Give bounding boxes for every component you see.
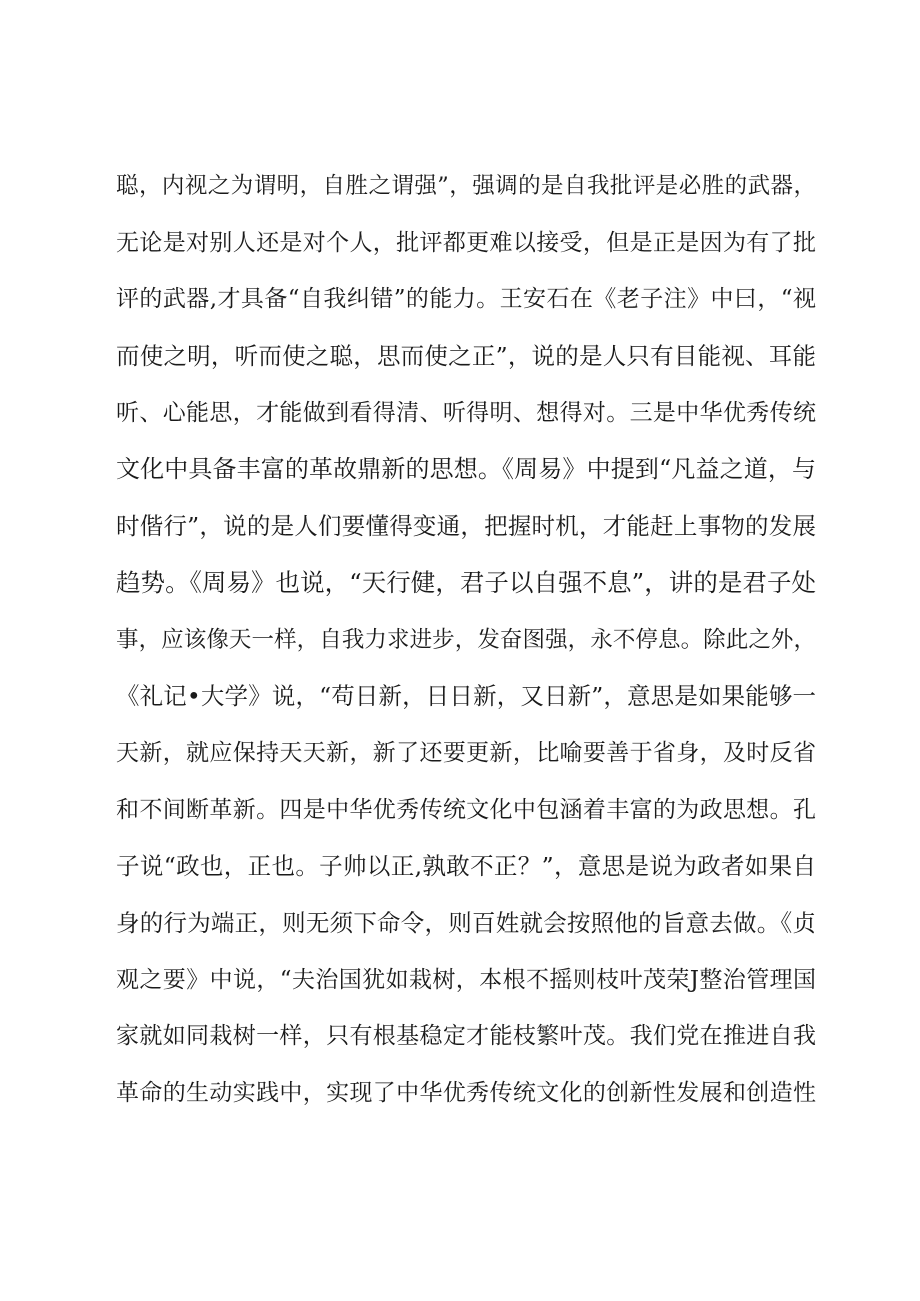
text-line: 时偕行”，说的是人们要懂得变通，把握时机，才能赶上事物的发展 [116, 512, 816, 541]
text-line: 评的武器,才具备“自我纠错”的能力。王安石在《老子注》中曰，“视 [116, 286, 816, 313]
text-line: 事，应该像天一样，自我力求进步，发奋图强，永不停息。除此之外， [116, 626, 816, 653]
text-line: 而使之明，听而使之聪，思而使之正”，说的是人只有目能视、耳能 [116, 342, 816, 371]
text-line: 文化中具备丰富的革故鼎新的思想。《周易》中提到“凡益之道，与 [116, 455, 816, 484]
text-line: 听、心能思，才能做到看得清、听得明、想得对。三是中华优秀传统 [116, 399, 816, 426]
text-line: 观之要》中说，“夫治国犹如栽树，本根不摇则枝叶茂荣J整治管理国 [116, 966, 816, 993]
text-line: 《礼记•大学》说，“苟日新，日日新，又日新”，意思是如果能够一 [116, 682, 816, 711]
text-line: 子说“政也，正也。子帅以正,孰敢不正？”，意思是说为政者如果自 [116, 852, 816, 881]
text-line: 革命的生动实践中，实现了中华优秀传统文化的创新性发展和创造性 [116, 1080, 816, 1106]
text-line: 天新，就应保持天天新，新了还要更新，比喻要善于省身，及时反省 [116, 739, 816, 766]
text-line: 聪，内视之为谓明，自胜之谓强”，强调的是自我批评是必胜的武器， [116, 173, 816, 199]
body-text [116, 158, 816, 1122]
text-line: 趋势。《周易》也说，“天行健，君子以自强不息”，讲的是君子处 [116, 567, 816, 597]
text-line: 和不间断革新。四是中华优秀传统文化中包涵着丰富的为政思想。孔 [116, 796, 816, 823]
text-line: 无论是对别人还是对个人，批评都更难以接受，但是正是因为有了批 [116, 229, 816, 256]
text-line: 家就如同栽树一样，只有根基稳定才能枝繁叶茂。我们党在推进自我 [116, 1023, 816, 1050]
text-line: 身的行为端正，则无须下命令，则百姓就会按照他的旨意去做。《贞 [116, 908, 816, 937]
